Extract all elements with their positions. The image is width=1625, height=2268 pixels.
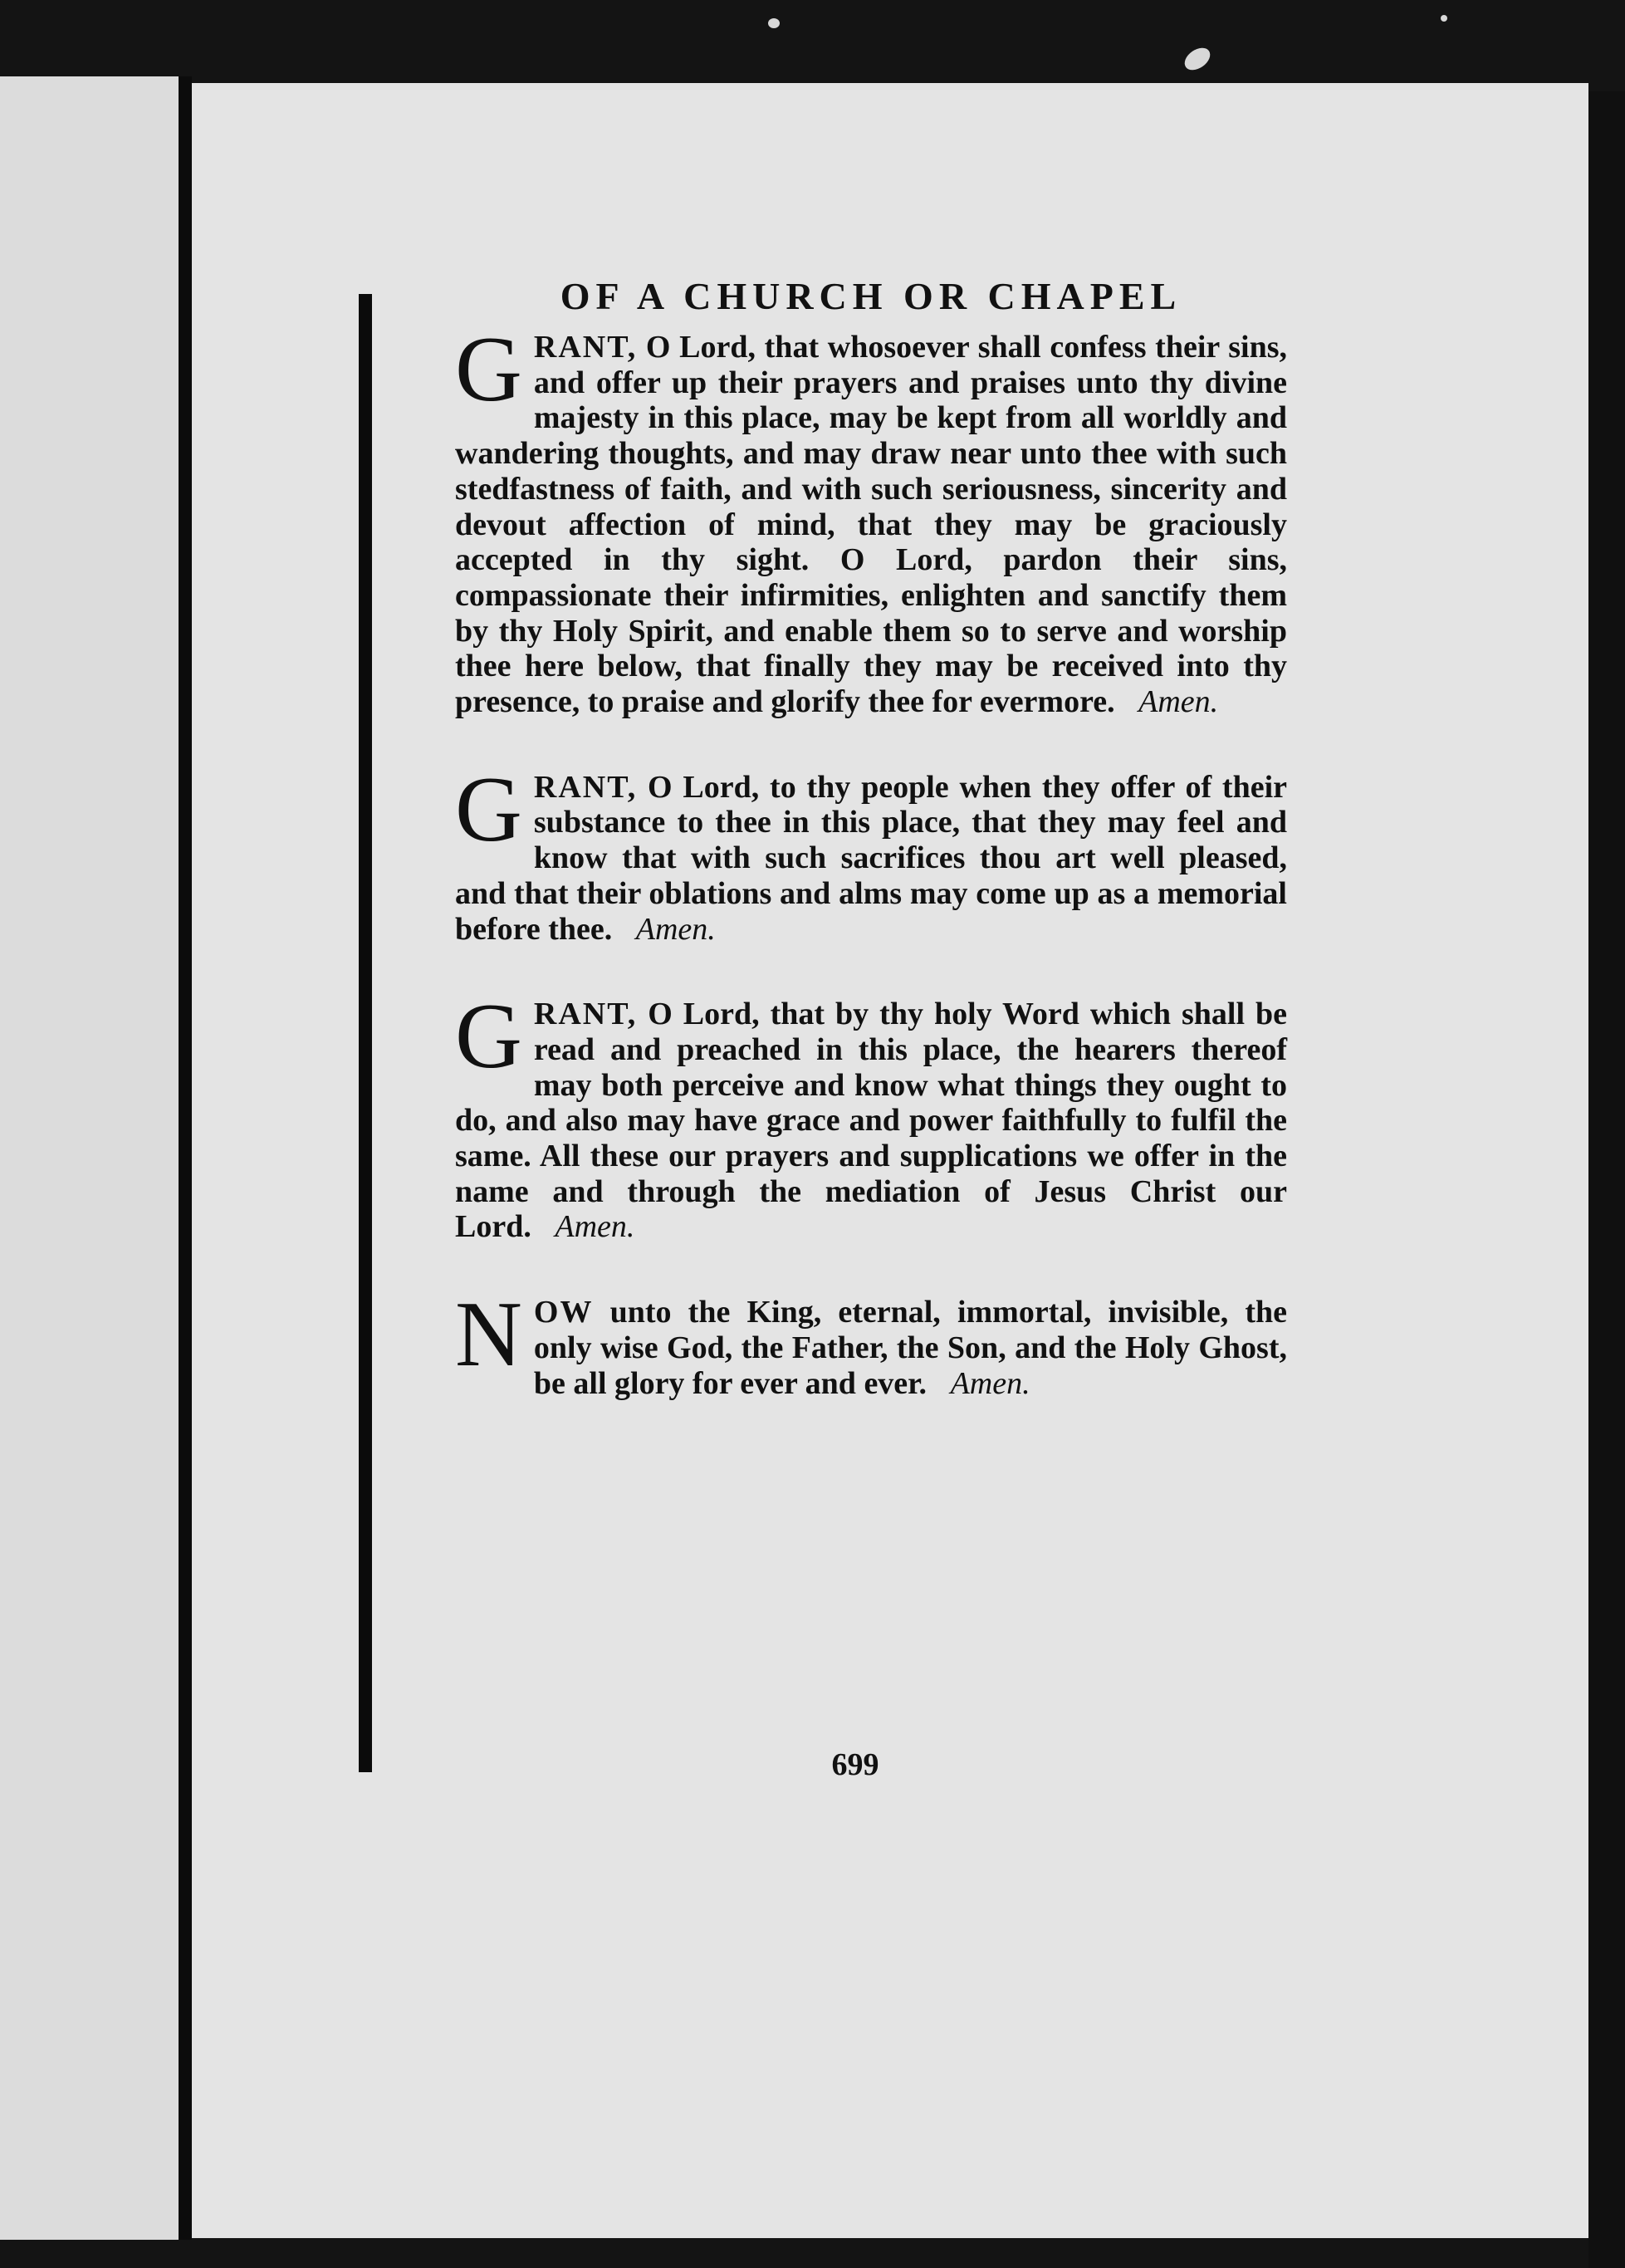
prayer-paragraph [455, 985, 1287, 1245]
prayer-paragraph [455, 757, 1287, 948]
scan-speck [1441, 15, 1447, 22]
scan-border [1588, 91, 1625, 2268]
drop-cap: N [455, 1283, 522, 1387]
prayer-lead: RANT, [533, 769, 638, 805]
amen: Amen. [555, 1209, 635, 1245]
scan-speck [1181, 43, 1214, 75]
amen: Amen. [1138, 684, 1219, 720]
page-content [455, 274, 1287, 1401]
section-title: OF A CHURCH OR CHAPEL [560, 275, 1182, 317]
margin-rule [359, 294, 372, 1772]
amen: Amen. [950, 1365, 1030, 1401]
prayer-text: O Lord, to thy people when they offer of their substance to thee in this place, that they may feel and know that with such sacrifices thou art well pleased, and that their oblations and alms may come up as a memorial before thee. [455, 769, 1287, 947]
facing-page-edge [0, 76, 179, 2240]
prayer-text: unto the King, eternal, immortal, invisible, the only wise God, the Father, the Son, and the Holy Ghost, be all glory for ever and ever. [533, 1295, 1287, 1401]
amen: Amen. [635, 911, 716, 947]
page-number: 699 [831, 1747, 879, 1782]
prayer-paragraph [455, 1283, 1287, 1401]
drop-cap: G [455, 985, 522, 1089]
prayer-lead: RANT, [533, 997, 638, 1032]
scan-speck [768, 18, 780, 28]
book-gutter [179, 76, 192, 2240]
drop-cap: G [455, 318, 522, 421]
prayer-text: O Lord, that by thy holy Word which shall be read and preached in this place, the hearers thereof may both perceive and know what things they ought to do, and also may have grace and power faithfully to fulfil the same. All these our prayers and supplications we offer in the name and through the mediation of Jesus Christ our Lord. [455, 997, 1287, 1245]
prayer-lead: RANT, [533, 330, 638, 365]
drop-cap: G [455, 757, 522, 861]
prayer-text: O Lord, that whosoever shall confess their sins, and offer up their prayers and praises unto thy divine majesty in this place, may be kept from all worldly and wandering thoughts, and may draw near unto thee with such stedfastness of faith, and with such seriousness, sincerity and devout affection of mind, that they may be graciously accepted in thy sight. O Lord, pardon their sins, compassionate their infirmities, enlighten and sanctify them by thy Holy Spirit, and enable them so to serve and worship thee here below, that finally they may be received into thy presence, to praise and glorify thee for evermore. [455, 330, 1287, 720]
prayer-paragraph [455, 318, 1287, 720]
prayer-lead: OW [533, 1295, 594, 1330]
